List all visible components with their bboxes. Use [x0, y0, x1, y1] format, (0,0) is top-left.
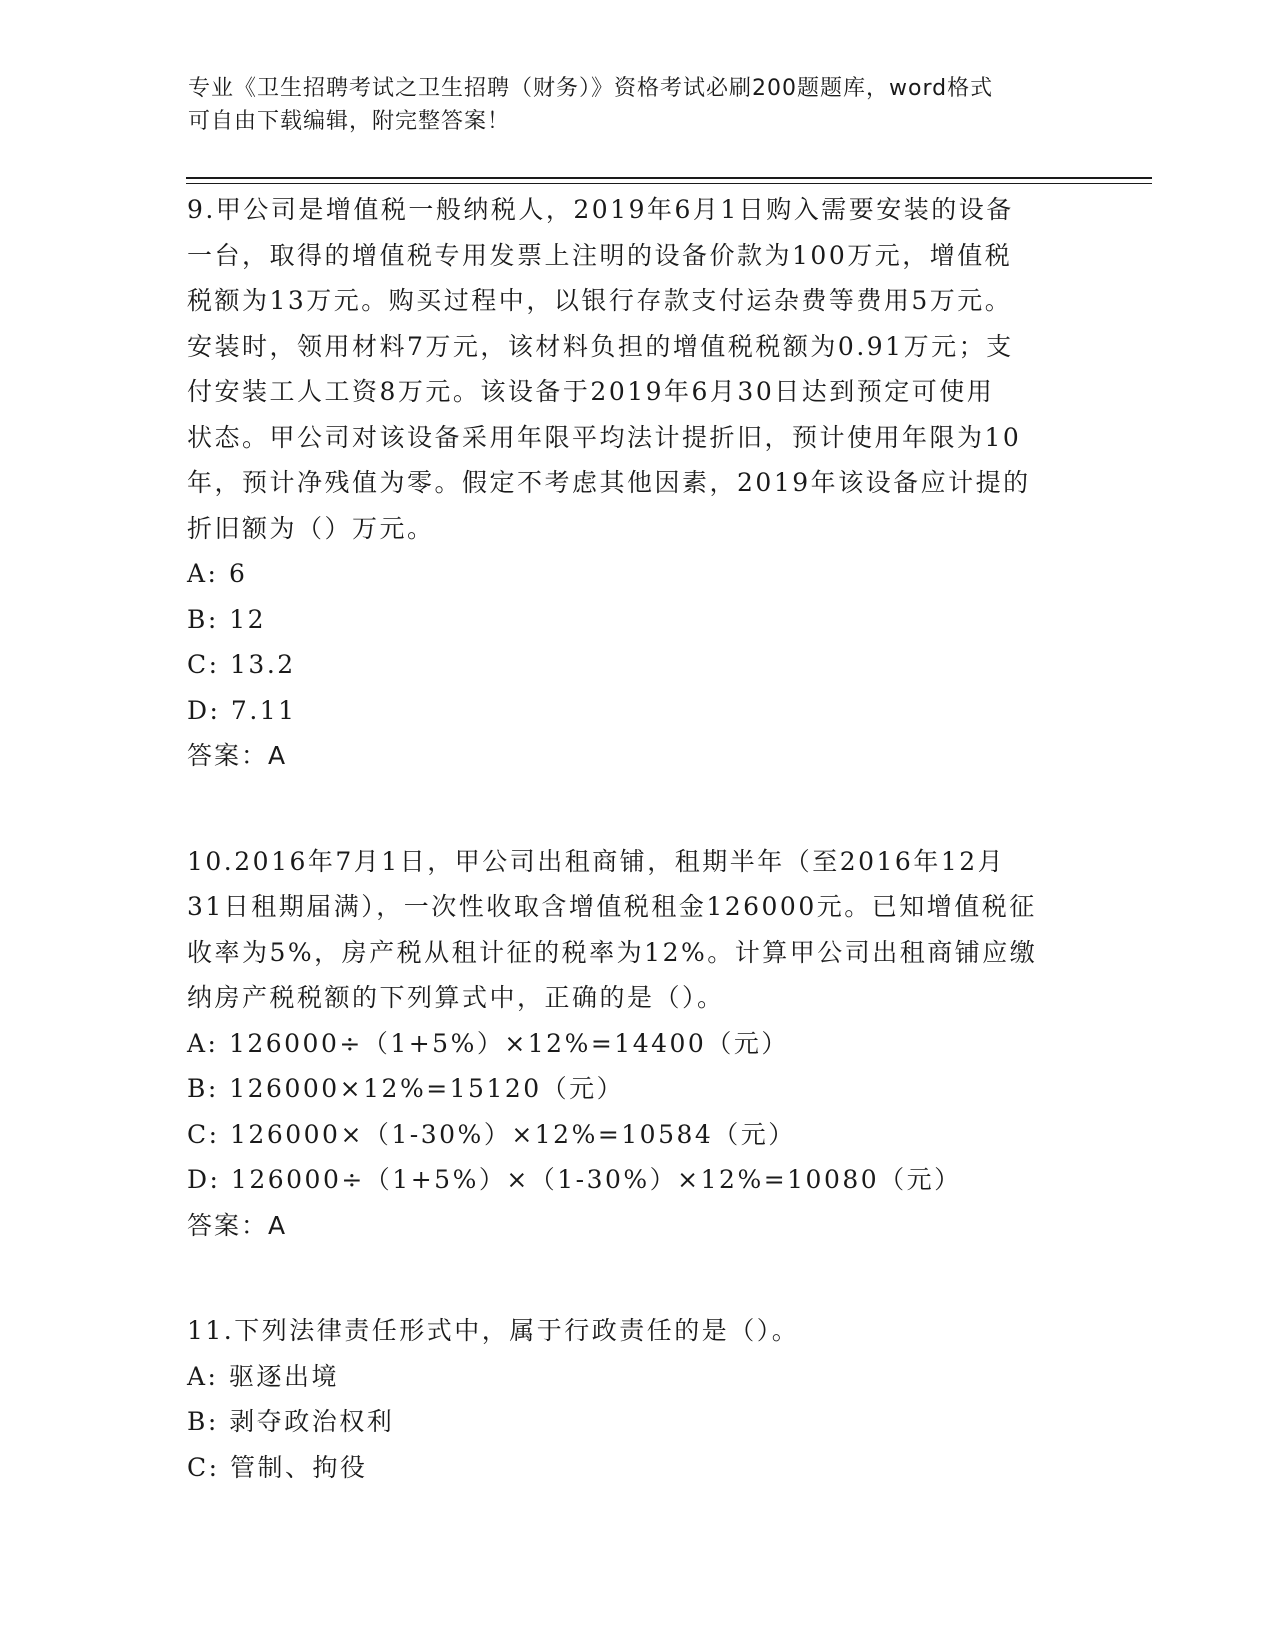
- option-text: 126000×（1-30%）×12%=10584（元）: [230, 1119, 796, 1149]
- question-line: 10.2016年7月1日，甲公司出租商铺，租期半年（至2016年12月: [187, 846, 1006, 876]
- question-text: [187, 839, 1087, 1021]
- answer-line: 答案：A: [187, 1210, 288, 1240]
- option-text: 13.2: [230, 650, 296, 679]
- header-line-2: 可自由下载编辑，附完整答案！: [188, 109, 511, 134]
- option-c: [187, 642, 1087, 688]
- option-label: C:: [187, 1119, 220, 1149]
- option-c: [187, 1445, 1087, 1491]
- question-9: [187, 187, 1087, 779]
- question-11: [187, 1308, 1087, 1490]
- option-text: 126000÷（1+5%）×（1-30%）×12%=10080（元）: [230, 1165, 962, 1194]
- question-line: 31日租期届满），一次性收取含增值税租金126000元。已知增值税征: [187, 892, 1037, 921]
- option-text: 126000×12%=15120（元）: [229, 1074, 625, 1103]
- question-line: 状态。甲公司对该设备采用年限平均法计提折旧，预计使用年限为10: [187, 422, 1022, 452]
- header-divider-thick: [186, 177, 1152, 179]
- option-d: [187, 1157, 1087, 1203]
- option-label: C:: [187, 1452, 220, 1482]
- header-divider-thin: [186, 183, 1152, 184]
- question-10: [187, 839, 1087, 1249]
- option-a: [187, 551, 1087, 597]
- question-line: 11.下列法律责任形式中，属于行政责任的是（）。: [187, 1316, 800, 1345]
- option-c: [187, 1112, 1087, 1158]
- option-label: B:: [187, 1407, 219, 1436]
- option-b: [187, 1399, 1087, 1445]
- option-text: 6: [228, 559, 248, 588]
- option-label: B:: [187, 1074, 219, 1103]
- option-text: 7.11: [230, 695, 297, 725]
- option-a: [187, 1354, 1087, 1400]
- question-line: 年，预计净残值为零。假定不考虑其他因素，2019年该设备应计提的: [187, 468, 1031, 497]
- question-line: 付安装工人工资8万元。该设备于2019年6月30日达到预定可使用: [187, 377, 995, 406]
- question-line: 一台，取得的增值税专用发票上注明的设备价款为100万元，增值税: [187, 240, 1013, 270]
- option-label: C:: [187, 650, 220, 679]
- option-b: [187, 597, 1087, 643]
- question-line: 税额为13万元。购买过程中，以银行存款支付运杂费等费用5万元。: [187, 286, 1013, 315]
- option-label: D:: [187, 1165, 221, 1194]
- question-line: 折旧额为（）万元。: [187, 513, 435, 543]
- option-label: B:: [187, 604, 219, 634]
- answer-line: 答案：A: [187, 741, 288, 770]
- question-line: 9.甲公司是增值税一般纳税人，2019年6月1日购入需要安装的设备: [187, 195, 1014, 224]
- question-text: [187, 187, 1087, 551]
- option-a: [187, 1021, 1087, 1067]
- document-header: [188, 72, 1088, 138]
- question-list: [187, 187, 1087, 1490]
- option-label: A:: [187, 1028, 219, 1058]
- question-line: 安装时，领用材料7万元，该材料负担的增值税税额为0.91万元；支: [187, 331, 1014, 361]
- question-line: 纳房产税税额的下列算式中，正确的是（）。: [187, 983, 725, 1012]
- option-text: 剥夺政治权利: [229, 1407, 395, 1436]
- option-d: [187, 688, 1087, 734]
- option-label: A:: [187, 1361, 219, 1391]
- option-b: [187, 1066, 1087, 1112]
- option-text: 驱逐出境: [228, 1361, 339, 1391]
- option-text: 12: [229, 604, 267, 634]
- option-text: 管制、拘役: [230, 1452, 368, 1482]
- question-line: 收率为5%，房产税从租计征的税率为12%。计算甲公司出租商铺应缴: [187, 937, 1038, 967]
- option-text: 126000÷（1+5%）×12%=14400（元）: [228, 1028, 789, 1058]
- option-label: D:: [187, 695, 221, 725]
- option-label: A:: [187, 559, 219, 588]
- question-text: [187, 1308, 1087, 1354]
- header-line-1: 专业《卫生招聘考试之卫生招聘（财务）》资格考试必刷200题题库，word格式: [188, 76, 994, 101]
